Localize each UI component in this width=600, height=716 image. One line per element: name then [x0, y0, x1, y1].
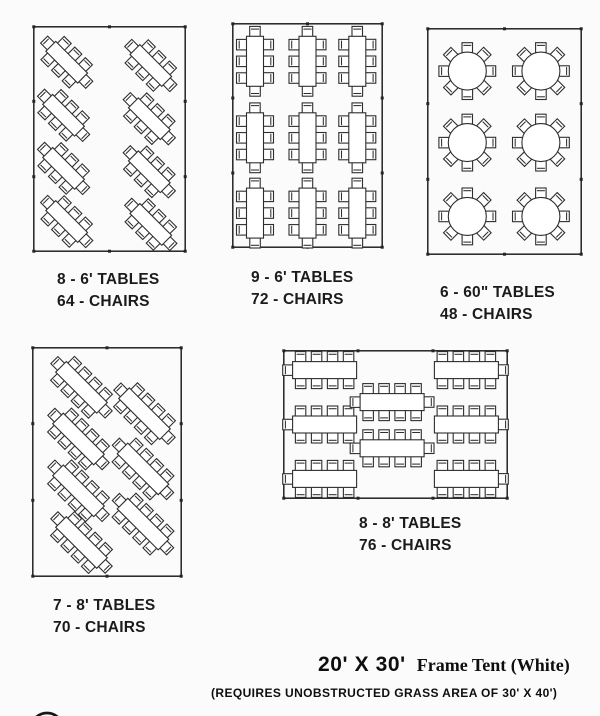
- chair: [316, 191, 327, 202]
- chair: [485, 460, 496, 471]
- banquet-table: [115, 138, 183, 206]
- chair: [283, 474, 294, 485]
- caption-tables-line: 8 - 6' TABLES: [57, 271, 160, 288]
- banquet-table: [283, 352, 357, 389]
- layout-caption: [440, 282, 555, 326]
- chair: [453, 406, 464, 417]
- chair: [469, 433, 480, 444]
- chair: [289, 225, 300, 236]
- chair: [363, 456, 374, 467]
- chair: [311, 433, 322, 444]
- caption-chairs-line: 48 - CHAIRS: [440, 306, 533, 323]
- chair: [327, 352, 338, 363]
- banquet-table: [339, 178, 376, 248]
- tent-size-text: 20' X 30': [318, 653, 406, 676]
- chair: [437, 378, 448, 389]
- chair: [365, 73, 376, 84]
- chair: [363, 430, 374, 441]
- chair: [237, 225, 248, 236]
- chair: [453, 487, 464, 498]
- layout-8-8ft-tables: [283, 350, 508, 554]
- chair: [453, 352, 464, 363]
- banquet-table: [237, 178, 274, 248]
- chair: [327, 487, 338, 498]
- chair: [263, 133, 274, 144]
- chair: [327, 433, 338, 444]
- chair: [295, 352, 306, 363]
- chair: [289, 133, 300, 144]
- chair: [365, 56, 376, 67]
- caption-chairs-line: 72 - CHAIRS: [251, 291, 344, 308]
- logo-arc-partial: [30, 708, 66, 716]
- chair: [283, 419, 294, 430]
- chair: [339, 56, 350, 67]
- chair: [327, 378, 338, 389]
- layout-caption: [251, 267, 353, 311]
- chair: [250, 162, 260, 173]
- chair: [411, 410, 422, 421]
- chair: [395, 384, 406, 395]
- caption-tables-line: 6 - 60" TABLES: [440, 284, 555, 301]
- banquet-table: [289, 178, 326, 248]
- chair: [379, 430, 390, 441]
- chair: [250, 238, 260, 249]
- chair: [339, 116, 350, 127]
- chair: [352, 103, 363, 114]
- banquet-table: [33, 28, 101, 96]
- chair: [469, 460, 480, 471]
- round-table: [513, 114, 570, 171]
- chair: [437, 352, 448, 363]
- chair: [424, 443, 435, 454]
- chair: [327, 460, 338, 471]
- chair: [343, 378, 354, 389]
- banquet-table: [339, 103, 376, 173]
- chair: [250, 178, 261, 189]
- chair: [339, 208, 350, 219]
- chair: [352, 238, 363, 249]
- chair: [302, 238, 313, 249]
- chair: [316, 225, 327, 236]
- chair: [365, 191, 376, 202]
- banquet-table: [350, 430, 434, 467]
- chair: [302, 26, 313, 37]
- banquet-table: [33, 187, 101, 255]
- chair: [485, 378, 496, 389]
- chair: [237, 56, 248, 67]
- chair: [363, 410, 374, 421]
- tent-diagram: [427, 28, 582, 255]
- chair: [437, 487, 448, 498]
- round-table: [513, 43, 570, 100]
- chair: [311, 460, 322, 471]
- chair: [485, 433, 496, 444]
- chair: [352, 26, 363, 37]
- layout-6-60in-round-tables: [427, 28, 582, 323]
- chair: [379, 456, 390, 467]
- chair: [237, 133, 248, 144]
- chair: [250, 103, 261, 114]
- chair: [352, 162, 363, 173]
- chair: [295, 378, 306, 389]
- chair: [411, 384, 422, 395]
- chair: [485, 406, 496, 417]
- banquet-table: [283, 406, 357, 443]
- banquet-table: [283, 460, 357, 497]
- chair: [352, 86, 363, 97]
- chair: [437, 460, 448, 471]
- chair: [498, 474, 509, 485]
- chair: [363, 384, 374, 395]
- chair: [289, 73, 300, 84]
- chair: [311, 406, 322, 417]
- banquet-table: [289, 103, 326, 173]
- chair: [343, 352, 354, 363]
- chair: [453, 460, 464, 471]
- grass-area-note: (REQUIRES UNOBSTRUCTED GRASS AREA OF 30' X 40'): [211, 686, 558, 700]
- chair: [411, 430, 422, 441]
- banquet-table: [237, 103, 274, 173]
- chair: [343, 433, 354, 444]
- banquet-table: [434, 352, 508, 389]
- chair: [295, 406, 306, 417]
- tent-diagram: [33, 26, 186, 252]
- chair: [339, 73, 350, 84]
- chair: [350, 397, 361, 408]
- layout-caption: [57, 269, 159, 313]
- chair: [485, 487, 496, 498]
- tent-diagram: [232, 23, 383, 248]
- banquet-table: [339, 26, 376, 96]
- chair: [283, 365, 294, 376]
- banquet-table: [29, 134, 97, 202]
- chair: [339, 39, 350, 50]
- chair: [339, 149, 350, 160]
- chair: [237, 149, 248, 160]
- chair: [237, 191, 248, 202]
- chair: [453, 433, 464, 444]
- round-table: [439, 43, 496, 100]
- chair: [316, 39, 327, 50]
- layout-caption: [359, 513, 461, 557]
- layout-7-8ft-tables: [32, 347, 182, 636]
- chair: [352, 178, 363, 189]
- chair: [469, 378, 480, 389]
- chair: [365, 133, 376, 144]
- chair: [302, 86, 313, 97]
- caption-tables-line: 8 - 8' TABLES: [359, 515, 462, 532]
- chair: [498, 365, 509, 376]
- chair: [424, 397, 435, 408]
- banquet-table: [117, 31, 185, 99]
- chair: [263, 149, 274, 160]
- chair: [311, 487, 322, 498]
- chair: [343, 487, 354, 498]
- chair: [302, 103, 313, 114]
- banquet-table: [117, 190, 185, 258]
- chair: [395, 430, 406, 441]
- chair: [302, 178, 313, 189]
- chair: [316, 73, 327, 84]
- round-table: [439, 114, 496, 171]
- chair: [302, 162, 313, 173]
- chair: [469, 406, 480, 417]
- chair: [365, 116, 376, 127]
- banquet-table: [115, 85, 183, 153]
- chair: [237, 73, 248, 84]
- caption-tables-line: 7 - 8' TABLES: [53, 597, 156, 614]
- chair: [316, 149, 327, 160]
- chair: [453, 378, 464, 389]
- banquet-table: [434, 406, 508, 443]
- chair: [289, 56, 300, 67]
- chair: [263, 225, 274, 236]
- chair: [250, 26, 261, 37]
- chair: [365, 208, 376, 219]
- chair: [263, 191, 274, 202]
- caption-chairs-line: 76 - CHAIRS: [359, 537, 452, 554]
- chair: [395, 456, 406, 467]
- chair: [237, 39, 248, 50]
- chair: [395, 410, 406, 421]
- round-table: [513, 188, 570, 245]
- chair: [316, 133, 327, 144]
- caption-chairs-line: 70 - CHAIRS: [53, 619, 146, 636]
- chair: [365, 149, 376, 160]
- banquet-table: [289, 26, 326, 96]
- layout-caption: [53, 595, 155, 639]
- caption-tables-line: 9 - 6' TABLES: [251, 269, 354, 286]
- chair: [295, 433, 306, 444]
- chair: [263, 56, 274, 67]
- chair: [237, 208, 248, 219]
- chair: [327, 406, 338, 417]
- chair: [469, 352, 480, 363]
- chair: [250, 86, 260, 97]
- chair: [263, 116, 274, 127]
- chair: [289, 149, 300, 160]
- chair: [469, 487, 480, 498]
- chair: [379, 384, 390, 395]
- chair: [289, 208, 300, 219]
- chair: [485, 352, 496, 363]
- chair: [311, 378, 322, 389]
- tent-diagram: [283, 350, 508, 499]
- chair: [263, 208, 274, 219]
- tent-diagram: [32, 347, 182, 577]
- banquet-table: [29, 81, 97, 149]
- chair: [316, 56, 327, 67]
- layout-9-6ft-tables: [232, 23, 383, 308]
- chair: [295, 487, 306, 498]
- chair: [237, 116, 248, 127]
- chair: [379, 410, 390, 421]
- chair: [263, 73, 274, 84]
- chair: [343, 460, 354, 471]
- chair: [339, 225, 350, 236]
- chair: [263, 39, 274, 50]
- chair: [437, 406, 448, 417]
- chair: [411, 456, 422, 467]
- chair: [339, 133, 350, 144]
- chair: [316, 116, 327, 127]
- tent-type-text: Frame Tent (White): [416, 655, 570, 675]
- banquet-table: [104, 485, 182, 563]
- layout-8-6ft-tables: [33, 26, 186, 310]
- chair: [498, 419, 509, 430]
- caption-chairs-line: 64 - CHAIRS: [57, 293, 150, 310]
- chair: [365, 225, 376, 236]
- chair: [295, 460, 306, 471]
- banquet-table: [350, 384, 434, 421]
- chair: [311, 352, 322, 363]
- chair: [289, 39, 300, 50]
- chair: [365, 39, 376, 50]
- chair: [437, 433, 448, 444]
- round-table: [439, 188, 496, 245]
- banquet-table: [434, 460, 508, 497]
- chair: [316, 208, 327, 219]
- banquet-table: [237, 26, 274, 96]
- chair: [289, 116, 300, 127]
- chair: [350, 443, 361, 454]
- tent-title: [318, 653, 570, 677]
- chair: [289, 191, 300, 202]
- chair: [339, 191, 350, 202]
